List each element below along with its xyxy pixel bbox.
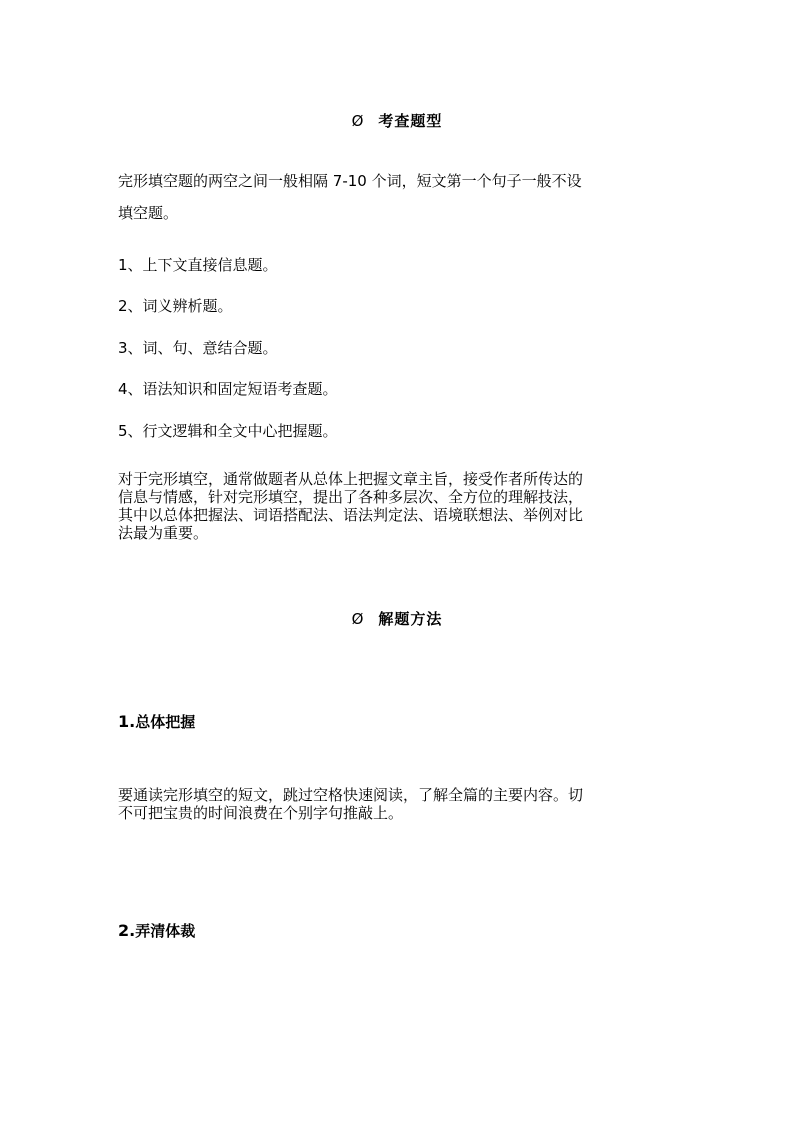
question-type-item: 1、上下文直接信息题。: [118, 256, 278, 274]
paragraph-line: 对于完形填空，通常做题者从总体上把握文章主旨，接受作者所传达的: [118, 470, 584, 488]
subheading-number: 2.: [118, 921, 136, 940]
question-type-item: 5、行文逻辑和全文中心把握题。: [118, 422, 338, 440]
overall-grasp-paragraph: [118, 786, 683, 822]
paragraph-line: 其中以总体把握法、词语搭配法、语法判定法、语境联想法、举例对比: [118, 506, 584, 524]
paragraph-line: 要通读完形填空的短文，跳过空格快速阅读，了解全篇的主要内容。切: [118, 786, 584, 804]
question-type-item: 4、语法知识和固定短语考查题。: [118, 380, 338, 398]
intro-line: 完形填空题的两空之间一般相隔 7-10 个词，短文第一个句子一般不设: [118, 172, 582, 190]
section-heading-methods: [0, 608, 794, 629]
intro-paragraph: [118, 172, 683, 222]
paragraph-line: 信息与情感，针对完形填空，提出了各种多层次、全方位的理解技法，: [118, 488, 584, 506]
subheading-title: 弄清体裁: [135, 922, 196, 940]
method-overview-paragraph: [118, 470, 683, 542]
question-type-item: 3、词、句、意结合题。: [118, 339, 278, 357]
section-title: 解题方法: [378, 610, 443, 628]
bullet-symbol-icon: Ø: [351, 112, 365, 130]
subheading-number: 1.: [118, 712, 136, 731]
intro-line: 填空题。: [118, 204, 179, 222]
paragraph-line: 不可把宝贵的时间浪费在个别字句推敲上。: [118, 804, 404, 822]
section-title: 考查题型: [378, 112, 443, 130]
section-heading-exam-types: [0, 110, 794, 131]
subheading-genre: [118, 920, 195, 941]
subheading-title: 总体把握: [135, 713, 196, 731]
bullet-symbol-icon: Ø: [351, 610, 365, 628]
question-type-item: 2、词义辨析题。: [118, 297, 233, 315]
subheading-overall-grasp: [118, 711, 195, 732]
paragraph-line: 法最为重要。: [118, 524, 209, 542]
